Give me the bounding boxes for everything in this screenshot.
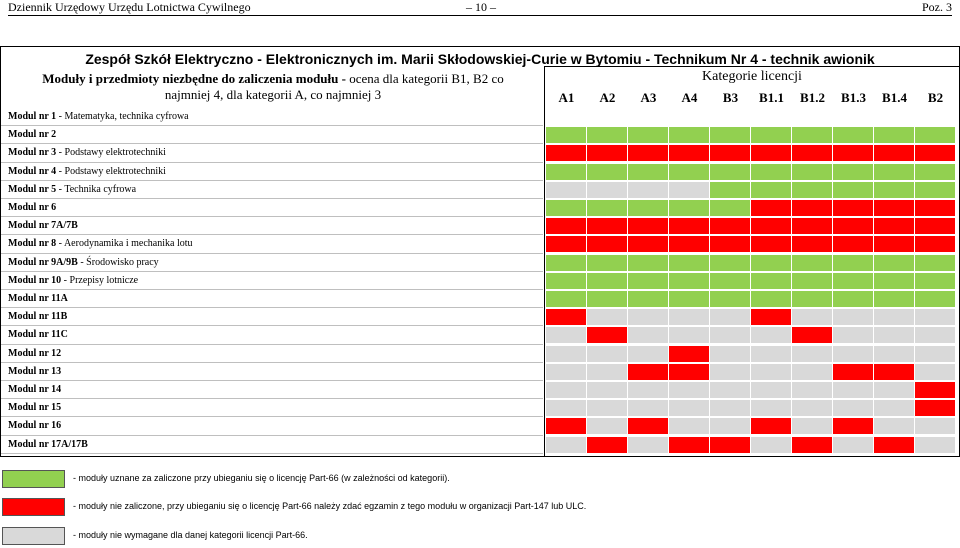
status-cell-A1 (546, 309, 586, 325)
status-cell-A3 (628, 382, 668, 398)
status-cell-B3 (710, 309, 750, 325)
table-border-top (0, 46, 960, 47)
status-cell-A2 (587, 127, 627, 143)
status-cell-A4 (669, 145, 709, 161)
status-cell-A4 (669, 309, 709, 325)
status-cell-B1.1 (751, 346, 791, 362)
page-number: – 10 – (466, 0, 496, 14)
module-label (8, 436, 88, 454)
module-name: Modul nr 11B (8, 311, 68, 323)
status-cell-B1.3 (833, 218, 873, 234)
status-cell-B1.4 (874, 182, 914, 198)
status-cell-B1.1 (751, 273, 791, 289)
status-cell-B3 (710, 200, 750, 216)
row-separator (1, 344, 543, 345)
module-name: Modul nr 14 (8, 384, 62, 395)
status-cell-A2 (587, 346, 627, 362)
status-cell-A2 (587, 273, 627, 289)
status-cell-B1.4 (874, 346, 914, 362)
row-separator (1, 453, 543, 454)
status-cell-A1 (546, 400, 586, 416)
category-header: B1.2 (800, 90, 825, 105)
status-cell-B1.1 (751, 236, 791, 252)
categories-title: Kategorie licencji (702, 69, 802, 84)
status-cell-A1 (546, 182, 586, 198)
legend-swatch (2, 527, 65, 545)
status-cell-A1 (546, 291, 586, 307)
legend-text: - moduły nie zaliczone, przy ubieganiu się o licencję Part-66 należy zdać egzamin z tego modułu w organizacji Part-147 lub ULC. (73, 501, 587, 511)
module-name: Modul nr 4 (8, 165, 57, 177)
status-cell-B2 (915, 309, 955, 325)
module-name: Modul nr 12 (8, 347, 62, 359)
status-cell-A2 (587, 382, 627, 398)
status-cell-B1.4 (874, 400, 914, 416)
row-separator (1, 289, 543, 290)
status-cell-B1.1 (751, 437, 791, 453)
status-cell-A3 (628, 346, 668, 362)
row-separator (1, 380, 543, 381)
module-label (8, 345, 61, 363)
status-cell-A3 (628, 309, 668, 325)
status-cell-A1 (546, 164, 586, 180)
status-cell-B1.3 (833, 418, 873, 434)
module-label (8, 217, 78, 235)
status-cell-B1.1 (751, 382, 791, 398)
status-cell-B1.1 (751, 182, 791, 198)
module-subject: - Technika cyfrowa (58, 183, 137, 195)
module-name: Modul nr 9A/9B (8, 256, 78, 268)
row-separator (1, 362, 543, 363)
category-header: A3 (640, 90, 657, 105)
status-cell-B3 (710, 437, 750, 453)
status-cell-B1.2 (792, 200, 832, 216)
table-border-left (0, 46, 1, 456)
table-border-bottom (0, 456, 960, 457)
header-rule (8, 15, 952, 16)
module-label (8, 108, 189, 126)
status-cell-B1.3 (833, 437, 873, 453)
row-separator (1, 398, 543, 399)
module-name: Modul nr 8 (8, 238, 57, 250)
table-divider-vertical (544, 66, 545, 456)
module-name: Modul nr 6 (8, 202, 57, 213)
module-subject: - Podstawy elektrotechniki (58, 147, 166, 159)
status-cell-A4 (669, 382, 709, 398)
status-cell-B1.2 (792, 127, 832, 143)
status-cell-A3 (628, 145, 668, 161)
status-cell-B2 (915, 236, 955, 252)
status-cell-B1.3 (833, 200, 873, 216)
status-cell-A2 (587, 218, 627, 234)
status-cell-B2 (915, 364, 955, 380)
status-cell-B1.4 (874, 200, 914, 216)
status-cell-B1.3 (833, 164, 873, 180)
status-cell-A1 (546, 364, 586, 380)
status-cell-B1.3 (833, 127, 873, 143)
module-label (8, 308, 67, 326)
module-label (8, 235, 193, 253)
subtitle-bold: Moduły i przedmioty niezbędne do zaliczenia modułu - ocena dla kategorii B1, B2 co (42, 71, 504, 86)
status-cell-A2 (587, 182, 627, 198)
status-cell-A2 (587, 164, 627, 180)
status-cell-A4 (669, 255, 709, 271)
status-cell-A1 (546, 145, 586, 161)
status-cell-B1.2 (792, 273, 832, 289)
status-cell-A4 (669, 273, 709, 289)
status-cell-B1.1 (751, 327, 791, 343)
status-cell-A1 (546, 327, 586, 343)
module-label (8, 181, 136, 199)
module-name: Modul nr 16 (8, 420, 62, 432)
status-cell-A2 (587, 327, 627, 343)
status-cell-B1.2 (792, 418, 832, 434)
module-label (8, 144, 166, 162)
status-cell-B1.1 (751, 418, 791, 434)
status-cell-B1.2 (792, 145, 832, 161)
status-cell-B1.2 (792, 437, 832, 453)
status-cell-A2 (587, 400, 627, 416)
status-cell-A1 (546, 236, 586, 252)
status-cell-B1.4 (874, 164, 914, 180)
status-cell-A3 (628, 164, 668, 180)
status-cell-A1 (546, 273, 586, 289)
module-label (8, 199, 56, 217)
status-cell-B1.1 (751, 164, 791, 180)
status-cell-A4 (669, 437, 709, 453)
status-cell-A4 (669, 364, 709, 380)
module-label (8, 126, 56, 144)
status-cell-B2 (915, 346, 955, 362)
status-cell-A4 (669, 236, 709, 252)
module-name: Modul nr 13 (8, 365, 62, 377)
status-cell-B1.2 (792, 255, 832, 271)
status-cell-B2 (915, 273, 955, 289)
status-cell-B2 (915, 291, 955, 307)
status-cell-A2 (587, 309, 627, 325)
status-cell-A1 (546, 418, 586, 434)
status-cell-B1.3 (833, 182, 873, 198)
document-journal-title: Dziennik Urzędowy Urzędu Lotnictwa Cywilnego (8, 0, 251, 14)
status-cell-B2 (915, 127, 955, 143)
module-label (8, 163, 166, 181)
category-header: B1.4 (882, 90, 907, 105)
status-cell-A2 (587, 200, 627, 216)
status-cell-B1.3 (833, 346, 873, 362)
status-cell-B1.2 (792, 164, 832, 180)
status-cell-A2 (587, 145, 627, 161)
status-cell-B1.4 (874, 364, 914, 380)
status-cell-A3 (628, 437, 668, 453)
status-cell-B3 (710, 291, 750, 307)
status-cell-A1 (546, 200, 586, 216)
legend-swatch (2, 470, 65, 488)
status-cell-A4 (669, 400, 709, 416)
legend-swatch (2, 498, 65, 516)
status-cell-B2 (915, 400, 955, 416)
module-name: Modul nr 2 (8, 129, 57, 141)
status-cell-A2 (587, 437, 627, 453)
status-cell-B1.2 (792, 327, 832, 343)
status-cell-B2 (915, 164, 955, 180)
status-cell-B2 (915, 382, 955, 398)
status-cell-A3 (628, 218, 668, 234)
status-cell-A3 (628, 327, 668, 343)
module-name: Modul nr 11A (8, 293, 68, 304)
module-label (8, 363, 61, 381)
status-cell-B1.4 (874, 145, 914, 161)
status-cell-A2 (587, 291, 627, 307)
status-cell-A3 (628, 236, 668, 252)
row-separator (1, 216, 543, 217)
status-cell-B1.1 (751, 291, 791, 307)
module-name: Modul nr 10 (8, 274, 62, 286)
status-cell-B1.4 (874, 291, 914, 307)
status-cell-A4 (669, 182, 709, 198)
status-cell-B3 (710, 364, 750, 380)
status-cell-B3 (710, 418, 750, 434)
status-cell-A1 (546, 437, 586, 453)
status-cell-B2 (915, 418, 955, 434)
status-cell-A3 (628, 364, 668, 380)
status-cell-B1.3 (833, 400, 873, 416)
status-cell-B3 (710, 255, 750, 271)
status-cell-A1 (546, 127, 586, 143)
table-subtitle (2, 71, 544, 103)
status-cell-A3 (628, 255, 668, 271)
status-cell-B3 (710, 236, 750, 252)
status-cell-B3 (710, 127, 750, 143)
category-header: B3 (722, 90, 739, 105)
category-header: B2 (927, 90, 944, 105)
status-cell-A3 (628, 418, 668, 434)
legend-text: - moduły uznane za zaliczone przy ubieganiu się o licencję Part-66 (w zależności od kategorii). (73, 473, 450, 483)
status-cell-B1.4 (874, 418, 914, 434)
status-cell-B3 (710, 182, 750, 198)
row-separator (1, 125, 543, 126)
row-separator (1, 416, 543, 417)
status-cell-B2 (915, 145, 955, 161)
category-header: B1.3 (841, 90, 866, 105)
status-cell-A4 (669, 127, 709, 143)
status-cell-A1 (546, 346, 586, 362)
status-cell-A4 (669, 218, 709, 234)
status-cell-B1.3 (833, 236, 873, 252)
status-cell-A1 (546, 218, 586, 234)
module-name: Modul nr 15 (8, 402, 62, 414)
status-cell-B1.3 (833, 255, 873, 271)
status-cell-A2 (587, 418, 627, 434)
status-cell-B3 (710, 145, 750, 161)
status-cell-B1.2 (792, 236, 832, 252)
status-cell-B2 (915, 182, 955, 198)
module-name: Modul nr 11C (8, 329, 68, 341)
status-cell-B3 (710, 327, 750, 343)
status-cell-B3 (710, 382, 750, 398)
status-cell-A2 (587, 236, 627, 252)
status-cell-A4 (669, 200, 709, 216)
module-name: Modul nr 5 (8, 183, 57, 195)
status-cell-B1.3 (833, 273, 873, 289)
row-separator (1, 307, 543, 308)
row-separator (1, 325, 543, 326)
status-cell-B1.2 (792, 364, 832, 380)
status-cell-A2 (587, 255, 627, 271)
category-header: A4 (681, 90, 698, 105)
status-cell-B1.3 (833, 309, 873, 325)
module-name: Modul nr 17A/17B (8, 438, 88, 450)
status-cell-A3 (628, 200, 668, 216)
status-cell-A4 (669, 418, 709, 434)
module-label (8, 399, 61, 417)
status-cell-B1.2 (792, 400, 832, 416)
position-number: Poz. 3 (922, 0, 952, 14)
status-cell-A3 (628, 127, 668, 143)
module-name: Modul nr 3 (8, 147, 57, 159)
module-label (8, 290, 68, 308)
table-title: Zespół Szkół Elektryczno - Elektronicznych im. Marii Skłodowskiej-Curie w Bytomiu - Technikum Nr 4 - technik awionik (85, 51, 875, 67)
module-label (8, 381, 61, 399)
status-cell-B1.1 (751, 145, 791, 161)
module-name: Modul nr 1 (8, 111, 57, 122)
status-cell-B1.4 (874, 309, 914, 325)
status-cell-B1.4 (874, 127, 914, 143)
status-cell-B3 (710, 218, 750, 234)
status-cell-B1.1 (751, 255, 791, 271)
status-cell-A2 (587, 364, 627, 380)
status-cell-B1.1 (751, 127, 791, 143)
status-cell-B1.4 (874, 273, 914, 289)
status-cell-B1.3 (833, 145, 873, 161)
module-subject: - Aerodynamika i mechanika lotu (58, 238, 193, 250)
status-cell-A1 (546, 382, 586, 398)
module-name: Modul nr 7A/7B (8, 220, 78, 232)
status-cell-A4 (669, 291, 709, 307)
module-subject: - Matematyka, technika cyfrowa (58, 111, 189, 122)
subtitle-line-2: najmniej 4, dla kategorii A, co najmniej 3 (164, 87, 382, 102)
status-cell-B1.4 (874, 255, 914, 271)
status-cell-B3 (710, 273, 750, 289)
status-cell-B1.3 (833, 291, 873, 307)
status-cell-A3 (628, 400, 668, 416)
status-cell-B1.2 (792, 309, 832, 325)
status-cell-B1.1 (751, 364, 791, 380)
row-separator (1, 198, 543, 199)
status-cell-B1.1 (751, 400, 791, 416)
status-cell-B3 (710, 346, 750, 362)
status-cell-B1.4 (874, 382, 914, 398)
status-cell-B1.3 (833, 382, 873, 398)
status-cell-B1.4 (874, 437, 914, 453)
status-cell-A3 (628, 291, 668, 307)
status-cell-B1.2 (792, 382, 832, 398)
status-cell-B1.1 (751, 200, 791, 216)
status-cell-A4 (669, 327, 709, 343)
status-cell-A3 (628, 273, 668, 289)
status-cell-B3 (710, 400, 750, 416)
status-cell-A4 (669, 164, 709, 180)
status-cell-B2 (915, 218, 955, 234)
status-cell-B1.2 (792, 218, 832, 234)
status-cell-B2 (915, 255, 955, 271)
status-cell-B1.4 (874, 218, 914, 234)
module-subject: - Przepisy lotnicze (63, 274, 139, 286)
status-cell-B1.3 (833, 327, 873, 343)
status-cell-B1.2 (792, 346, 832, 362)
module-subject: - Podstawy elektrotechniki (58, 165, 166, 177)
module-subject: - Środowisko pracy (80, 256, 159, 268)
category-header: A1 (558, 90, 575, 105)
status-cell-A3 (628, 182, 668, 198)
status-cell-B1.1 (751, 218, 791, 234)
status-cell-B2 (915, 200, 955, 216)
legend-text: - moduły nie wymagane dla danej kategorii licencji Part-66. (73, 530, 308, 540)
status-cell-A4 (669, 346, 709, 362)
module-label (8, 254, 159, 272)
status-cell-B1.3 (833, 364, 873, 380)
status-cell-A1 (546, 255, 586, 271)
category-header: B1.1 (759, 90, 784, 105)
category-header: A2 (599, 90, 616, 105)
status-cell-B2 (915, 327, 955, 343)
status-cell-B1.4 (874, 327, 914, 343)
status-cell-B1.4 (874, 236, 914, 252)
status-cell-B1.1 (751, 309, 791, 325)
status-cell-B2 (915, 437, 955, 453)
module-label (8, 417, 61, 435)
status-cell-B1.2 (792, 182, 832, 198)
module-label (8, 326, 68, 344)
status-cell-B3 (710, 164, 750, 180)
status-cell-B1.2 (792, 291, 832, 307)
module-label (8, 272, 138, 290)
